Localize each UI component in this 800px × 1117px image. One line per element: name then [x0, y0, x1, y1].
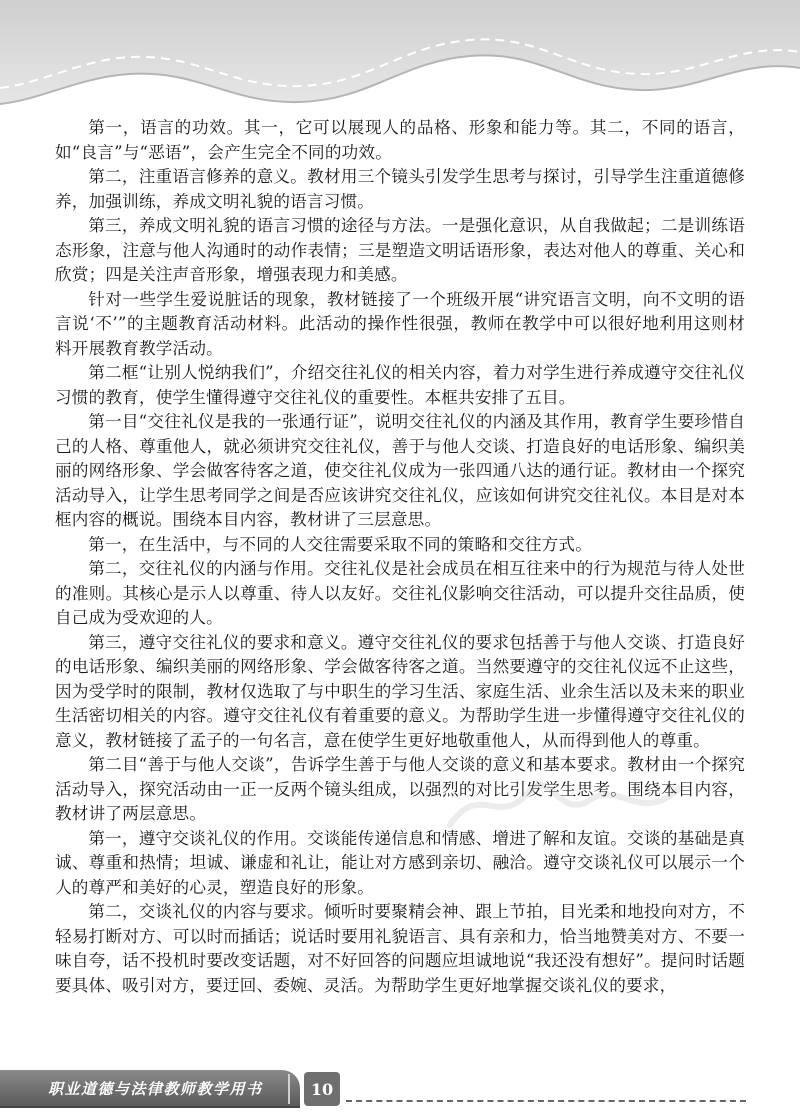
paragraph: 第二，交往礼仪的内涵与作用。交往礼仪是社会成员在相互往来中的行为规范与待人处世的准则。其核心是示人以尊重、待人以友好。交往礼仪影响交往活动，可以提升交往品质，使自己成为受欢迎的人。	[55, 559, 745, 627]
paragraph: 第二框“让别人悦纳我们”，介绍交往礼仪的相关内容，着力对学生进行养成遵守交往礼仪习惯的教育，使学生懂得遵守交往礼仪的重要性。本框共安排了五目。	[55, 363, 745, 407]
book-title-text: 职业道德与法律教师教学用书	[48, 1079, 263, 1098]
body-text	[55, 116, 745, 998]
paragraph: 第一，在生活中，与不同的人交往需要采取不同的策略和交往方式。	[88, 534, 592, 554]
paragraph: 第一目“交往礼仪是我的一张通行证”，说明交往礼仪的内涵及其作用，教育学生要珍惜自己的人格、尊重他人，就必须讲究交往礼仪，善于与他人交谈、打造良好的电话形象、编织美丽的网络形象、学会做客待客之道，使交往礼仪成为一张四通八达的通行证。教材由一个探究活动导入，让学生思考同学之间是否应该讲究交往礼仪，应该如何讲究交往礼仪。本目是对本框内容的概说。围绕本目内容，教材讲了三层意思。	[55, 412, 745, 529]
tab-stripe	[288, 1074, 290, 1104]
paragraph: 第二，注重语言修养的意义。教材用三个镜头引发学生思考与探讨，引导学生注重道德修养，加强训练，养成文明礼貌的语言习惯。	[55, 167, 745, 211]
paragraph: 第一，遵守交谈礼仪的作用。交谈能传递信息和情感、增进了解和友谊。交谈的基础是真诚、尊重和热情；坦诚、谦虚和礼让，能让对方感到亲切、融洽。遵守交谈礼仪可以展示一个人的尊严和美好的心灵，塑造良好的形象。	[55, 828, 745, 897]
paragraph: 第一，语言的功效。其一，它可以展现人的品格、形象和能力等。其二，不同的语言，如“良言”与“恶语”，会产生完全不同的功效。	[55, 118, 745, 162]
paragraph: 第二，交谈礼仪的内容与要求。倾听时要聚精会神、跟上节拍，目光柔和地投向对方，不轻易打断对方、可以时而插话；说话时要用礼貌语言、具有亲和力，恰当地赞美对方、不要一味自夸，话不投机时要改变话题，对不好回答的问题应坦诚地说“我还没有想好”。提问时话题要具体、吸引对方，要迂回、委婉、灵活。为帮助学生更好地掌握交谈礼仪的要求，	[55, 902, 745, 995]
paragraph: 第三，养成文明礼貌的语言习惯的途径与方法。一是强化意识，从自我做起；二是训练语态形象，注意与他人沟通时的动作表情；三是塑造文明话语形象，表达对他人的尊重、关心和欣赏；四是关注声音形象，增强表现力和美感。	[55, 216, 745, 284]
footer-book-title	[0, 1070, 300, 1108]
paragraph: 针对一些学生爱说脏话的现象，教材链接了一个班级开展“讲究语言文明，向不文明的语言说‘不’”的主题教育活动材料。此活动的操作性很强，教师在教学中可以很好地利用这则材料开展教育教学活动。	[55, 289, 745, 358]
footer-dashed-rule	[346, 1100, 746, 1102]
paragraph: 第三，遵守交往礼仪的要求和意义。遵守交往礼仪的要求包括善于与他人交谈、打造良好的电话形象、编织美丽的网络形象、学会做客待客之道。当然要遵守的交往礼仪远不止这些，因为受学时的限制，教材仅选取了与中职生的学习生活、家庭生活、业余生活以及未来的职业生活密切相关的内容。遵守交往礼仪有着重要的意义。为帮助学生进一步懂得遵守交往礼仪的意义，教材链接了孟子的一句名言，意在使学生更好地敬重他人，从而得到他人的尊重。	[55, 632, 745, 750]
page-number: 10	[304, 1072, 340, 1106]
paragraph: 第二目“善于与他人交谈”，告诉学生善于与他人交谈的意义和基本要求。教材由一个探究活动导入，探究活动由一正一反两个镜头组成，以强烈的对比引发学生思考。围绕本目内容，教材讲了两层意思。	[55, 755, 745, 823]
watermark-logo	[440, 770, 700, 840]
